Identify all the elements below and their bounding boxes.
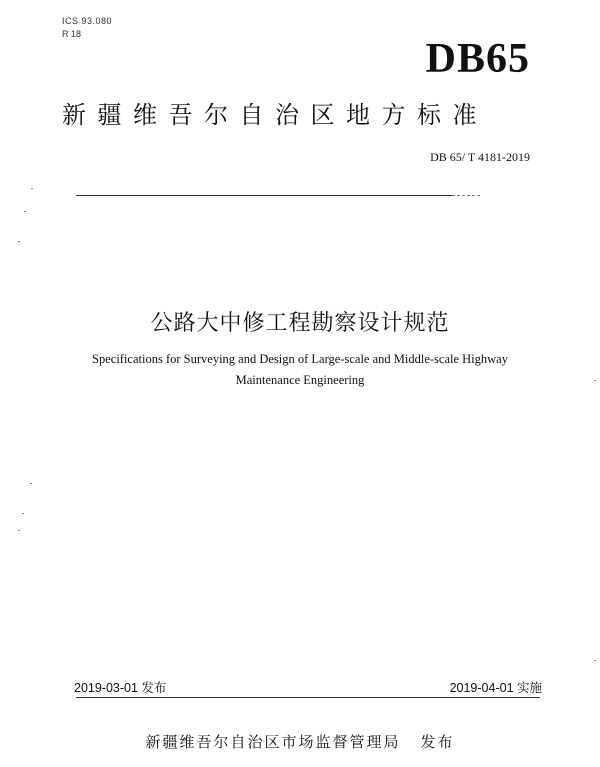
scan-speck (594, 660, 596, 661)
publish-action: 发布 (420, 733, 455, 751)
scan-speck (594, 380, 596, 381)
title-english-line1: Specifications for Surveying and Design of Large-scale and Middle-scale Highway (92, 352, 508, 366)
scan-speck (24, 211, 26, 212)
standard-type: 新疆维吾尔自治区地方标准 (62, 101, 488, 129)
header-divider-tail (452, 195, 480, 196)
scan-speck (30, 483, 32, 484)
publisher-line (0, 731, 600, 752)
title-chinese: 公路大中修工程勘察设计规范 (150, 311, 450, 336)
implementation-date: 2019-04-01 实施 (449, 681, 542, 695)
footer-divider (76, 697, 540, 698)
publisher-name: 新疆维吾尔自治区市场监督管理局 (145, 733, 401, 751)
scan-speck (31, 188, 33, 189)
issue-date: 2019-03-01 发布 (74, 681, 167, 695)
header-divider (76, 195, 452, 196)
scan-speck (22, 513, 24, 514)
ics-code: ICS 93.080 (62, 16, 113, 26)
title-english-line2: Maintenance Engineering (235, 373, 365, 387)
scan-speck (18, 530, 20, 531)
scan-speck (18, 241, 20, 242)
standard-logo: DB65 (425, 36, 530, 82)
ccs-code: R 18 (62, 29, 82, 39)
standard-number: DB 65/ T 4181-2019 (430, 150, 530, 164)
